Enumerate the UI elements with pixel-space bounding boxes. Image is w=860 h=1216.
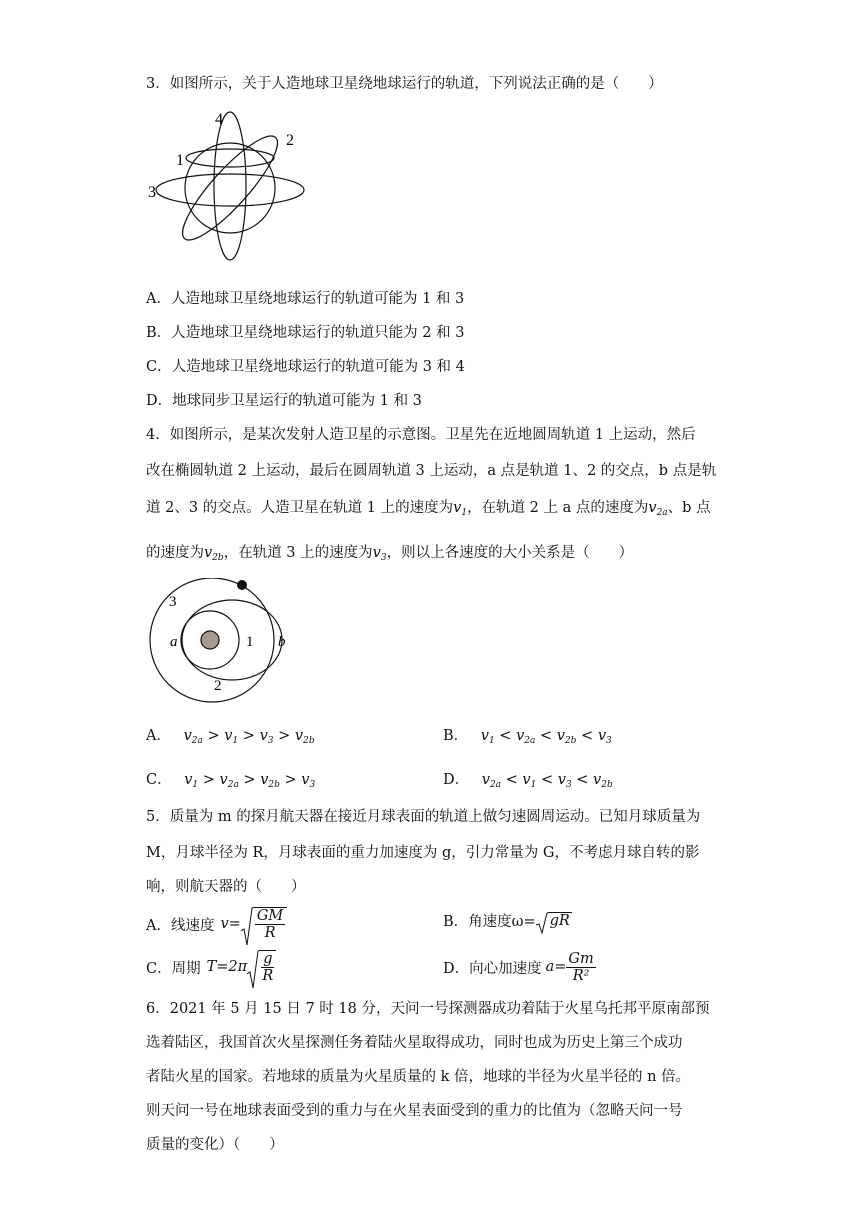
q3-label-4: 4: [215, 111, 223, 128]
q5-line3: 响，则航天器的（ ）: [146, 879, 306, 895]
q5-line2: M，月球半径为 R，月球表面的重力加速度为 g，引力常量为 G，不考虑月球自转的影: [146, 845, 700, 861]
q6-line3: 者陆火星的国家。若地球的质量为火星质量的 k 倍，地球的半径为火星半径的 n 倍。: [146, 1069, 691, 1085]
q3-orbit-figure: [140, 108, 315, 270]
q6-line2: 选着陆区，我国首次火星探测任务着陆火星取得成功，同时也成为历史上第三个成功: [146, 1035, 683, 1051]
q3-option-a: A．人造地球卫星绕地球运行的轨道可能为 1 和 3: [146, 291, 465, 307]
q3-label-1: 1: [176, 152, 184, 169]
q4-option-c: C． $v_1 > v_{2a} > v_{2b} > v_3$: [146, 772, 316, 790]
q4-option-d: D． $v_{2a} < v_1 < v_3 < v_{2b}$: [443, 772, 613, 790]
sqrt-sign: gR: [536, 912, 572, 929]
q6-line4: 则天问一号在地球表面受到的重力与在火星表面受到的重力的比值为（忽略天问一号: [146, 1103, 683, 1119]
q6-line5: 质量的变化）（ ）: [146, 1137, 284, 1153]
sqrt-sign: $\frac{GM}{R}$: [241, 907, 287, 941]
q3-option-b: B．人造地球卫星绕地球运行的轨道只能为 2 和 3: [146, 325, 465, 341]
q4-line4: 的速度为$v_{2b}$，在轨道 3 上的速度为$v_3$，则以上各速度的大小关系是（ ）: [146, 545, 634, 563]
q5-option-a: A．线速度 v= $\frac{GM}{R}$: [146, 904, 287, 944]
q4-option-a: A． $v_{2a} > v_1 > v_3 > v_{2b}$: [146, 728, 315, 746]
q4-line1: 4．如图所示，是某次发射人造卫星的示意图。卫星先在近地圆周轨道 1 上运动，然后: [146, 427, 696, 443]
q4-label-2: 2: [214, 678, 222, 694]
q4-line3: 道 2、3 的交点。人造卫星在轨道 1 上的速度为$v_1$，在轨道 2 上 a 点的速度为$v_{2a}$、b 点: [146, 500, 711, 518]
q3-label-3: 3: [148, 184, 156, 201]
q3-option-d: D．地球同步卫星运行的轨道可能为 1 和 3: [146, 393, 422, 409]
q6-line1: 6．2021 年 5 月 15 日 7 时 18 分，天问一号探测器成功着陆于火星乌托邦平原南部预: [146, 1001, 710, 1017]
q3-label-2: 2: [286, 132, 294, 149]
q4-label-a: a: [170, 634, 178, 650]
q4-label-b: b: [278, 634, 286, 650]
q4-orbit-figure: [140, 578, 300, 703]
q5-option-b: B．角速度ω= gR: [443, 904, 572, 936]
sqrt-sign: $\frac{g}{R}$: [247, 950, 276, 984]
q5-line1: 5．质量为 m 的探月航天器在接近月球表面的轨道上做匀速圆周运动。已知月球质量为: [146, 809, 701, 825]
q3-option-c: C．人造地球卫星绕地球运行的轨道可能为 3 和 4: [146, 359, 465, 375]
q3-stem: 3．如图所示，关于人造地球卫星绕地球运行的轨道，下列说法正确的是（ ）: [146, 76, 663, 92]
q4-option-b: B． $v_1 < v_{2a} < v_{2b} < v_3$: [443, 728, 612, 746]
q4-label-3: 3: [169, 594, 177, 610]
q4-line2: 改在椭圆轨道 2 上运动，最后在圆周轨道 3 上运动，a 点是轨道 1、2 的交点，b 点是轨: [146, 463, 717, 479]
q5-option-c: C．周期 T=2π $\frac{g}{R}$: [146, 946, 276, 988]
q5-option-d: D．向心加速度 a= $\frac{Gm}{\text{R²}}$: [443, 950, 594, 984]
q4-label-1: 1: [246, 634, 254, 650]
